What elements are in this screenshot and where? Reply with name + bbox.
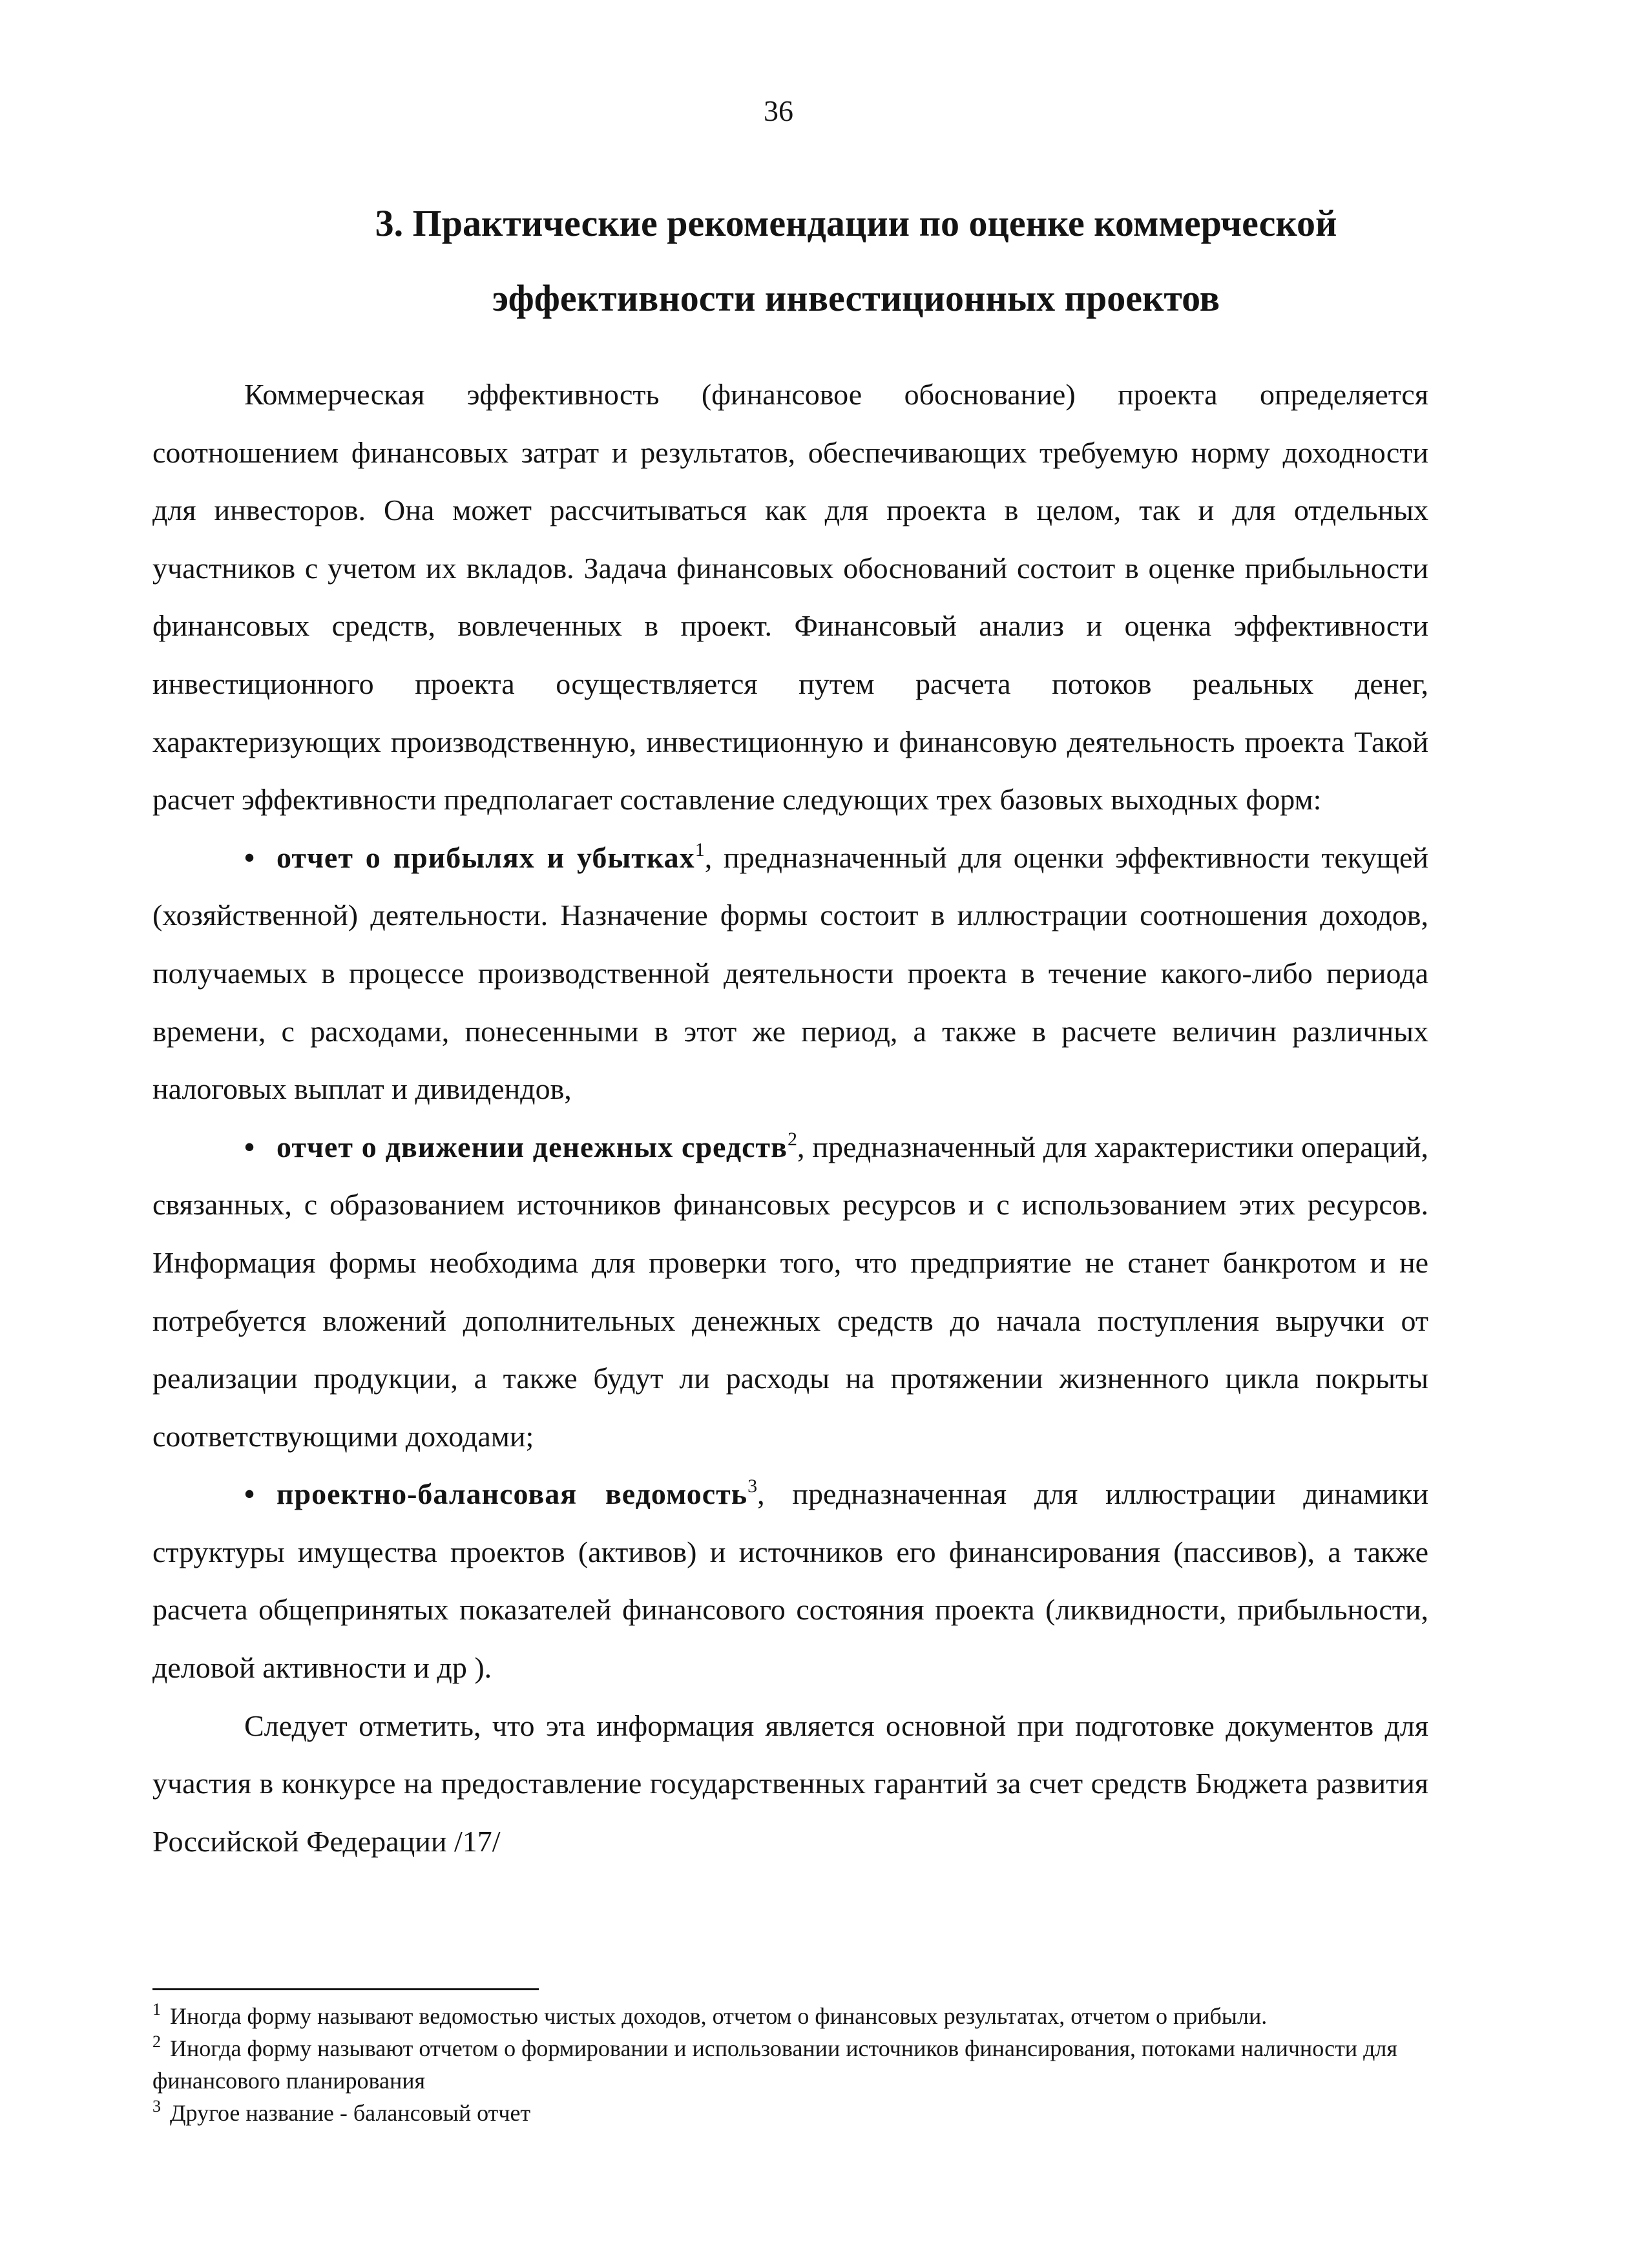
term-cash-flow-report: отчет о движении денежных средств	[277, 1130, 788, 1163]
list-item-cash-flow-report	[152, 1118, 1428, 1466]
bullet-icon: •	[244, 840, 255, 874]
footnote-ref-3: 3	[747, 1475, 758, 1497]
footnote-text: Другое название - балансовый отчет	[170, 2100, 531, 2126]
bullet-icon: •	[244, 1130, 255, 1163]
list-item-text: , предназначенный для характеристики операций, связанных, с образованием источников финансовых ресурсов и с использованием этих ресурсов. Информация формы необходима для проверки того, что предприятие не станет банкротом и не потребуется вложений дополнительных денежных средств до начала поступления выручки от реализации продукции, а также будут ли расходы на протяжении жизненного цикла покрыты соответствующими доходами;	[152, 1130, 1428, 1453]
footnote-text: Иногда форму называют ведомостью чистых доходов, отчетом о финансовых результатах, отчетом о прибыли.	[170, 2003, 1268, 2029]
list-item-balance-sheet	[152, 1465, 1428, 1696]
body-text	[152, 366, 1428, 1870]
list-item-profit-loss-report	[152, 829, 1428, 1118]
footnote-separator	[152, 1988, 539, 1990]
chapter-title-line-1: 3. Практические рекомендации по оценке коммерческой	[375, 202, 1337, 244]
conclusion-paragraph: Следует отметить, что эта информация является основной при подготовке документов для участия в конкурсе на предоставление государственных гарантий за счет средств Бюджета развития Российской Федерации /17/	[152, 1709, 1428, 1858]
footnote-2	[152, 2032, 1432, 2097]
footnote-ref-2: 2	[787, 1128, 797, 1150]
intro-paragraph: Коммерческая эффективность (финансовое обоснование) проекта определяется соотношением финансовых затрат и результатов, обеспечивающих требуемую норму доходности для инвесторов. Она может рассчитываться как для проекта в целом, так и для отдельных участников с учетом их вкладов. Задача финансовых обоснований состоит в оценке прибыльности финансовых средств, вовлеченных в проект. Финансовый анализ и оценка эффективности инвестиционного проекта осуществляется путем расчета потоков реальных денег, характеризующих производственную, инвестиционную и финансовую деятельность проекта Такой расчет эффективности предполагает составление следующих трех базовых выходных форм:	[152, 378, 1428, 817]
footnotes	[152, 2000, 1432, 2129]
chapter-title-line-2: эффективности инвестиционных проектов	[492, 277, 1220, 319]
term-balance-sheet: проектно-балансовая ведомость	[277, 1477, 748, 1511]
footnote-mark: 3	[152, 2097, 161, 2116]
footnote-3	[152, 2097, 1432, 2129]
footnote-mark: 1	[152, 2000, 161, 2019]
list-item-text: , предназначенный для оценки эффективности текущей (хозяйственной) деятельности. Назначение формы состоит в иллюстрации соотношения доходов, получаемых в процессе производственной деятельности проекта в течение какого-либо периода времени, с расходами, понесенными в этот же период, а также в расчете величин различных налоговых выплат и дивидендов,	[152, 840, 1428, 1106]
bullet-icon: •	[244, 1477, 255, 1511]
list-item-text: , предназначенная для иллюстрации динамики структуры имущества проектов (активов) и источников его финансирования (пассивов), а также расчета общепринятых показателей финансового состояния проекта (ликвидности, прибыльности, деловой активности и др ).	[152, 1477, 1428, 1685]
term-profit-loss-report: отчет о прибылях и убытках	[277, 840, 695, 874]
footnote-mark: 2	[152, 2032, 161, 2051]
chapter-title	[155, 186, 1557, 336]
footnote-1	[152, 2000, 1432, 2032]
footnote-ref-1: 1	[694, 838, 705, 860]
page-number: 36	[764, 94, 793, 127]
footnote-text: Иногда форму называют отчетом о формировании и использовании источников финансирования, потоками наличности для финансового планирования	[152, 2035, 1397, 2094]
